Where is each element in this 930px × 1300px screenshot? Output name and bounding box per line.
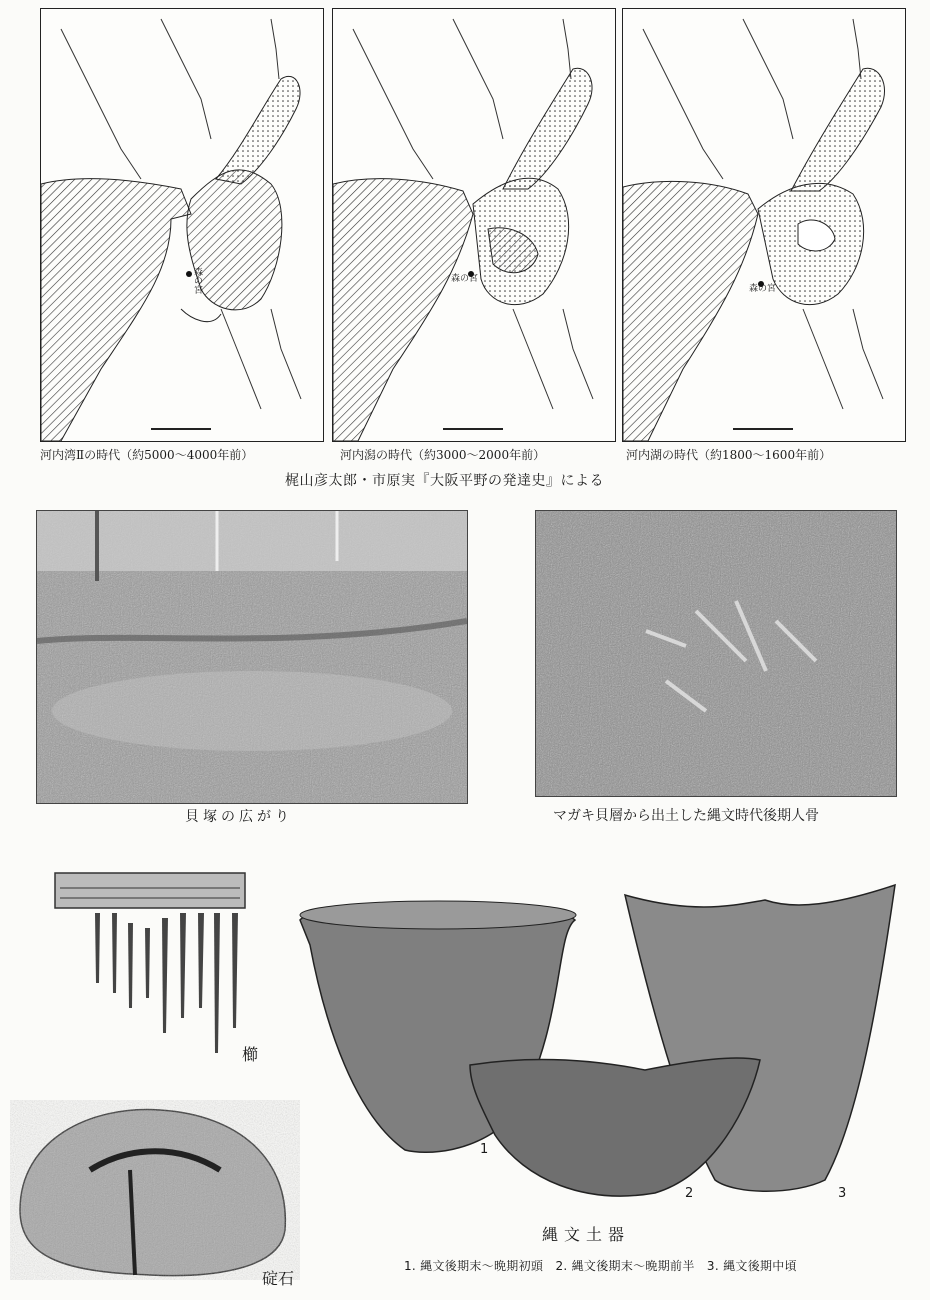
comb-illustration [50, 868, 250, 1058]
pot-number-1: 1 [480, 1142, 489, 1157]
map-kawachi-lagoon [332, 8, 616, 442]
map-kawachi-bay-drawing [41, 9, 323, 441]
map-caption-lagoon: 河内潟の時代（約3000～2000年前） [340, 448, 546, 462]
pottery-title: 縄文土器 [542, 1225, 631, 1244]
map-caption-lake: 河内湖の時代（約1800～1600年前） [626, 448, 832, 462]
comb-drawing [50, 868, 250, 1058]
comb-label: 櫛 [242, 1045, 259, 1064]
anchor-stone-illustration [10, 1100, 300, 1280]
map-place-label: 森の宮 [749, 284, 777, 294]
map-place-label: 森の宮 [451, 274, 479, 284]
pottery-notes: 1. 縄文後期末～晩期初頭 2. 縄文後期末～晩期前半 3. 縄文後期中頃 [404, 1259, 797, 1273]
pot-number-3: 3 [838, 1186, 847, 1201]
shell-mound-photo [36, 510, 468, 804]
anchor-stone-drawing [10, 1100, 300, 1280]
human-bones-image [536, 511, 896, 796]
anchor-stone-label: 碇石 [262, 1269, 295, 1288]
shell-mound-image [37, 511, 467, 803]
map-kawachi-lagoon-drawing [333, 9, 615, 441]
map-caption-bay: 河内湾Ⅱの時代（約5000～4000年前） [40, 448, 254, 462]
human-bones-photo [535, 510, 897, 797]
pottery-drawing [295, 875, 905, 1215]
map-source-credit: 梶山彦太郎・市原実『大阪平野の発達史』による [285, 473, 604, 489]
pot-number-2: 2 [685, 1186, 694, 1201]
map-kawachi-lake [622, 8, 906, 442]
human-bones-caption: マガキ貝層から出土した縄文時代後期人骨 [553, 808, 819, 824]
map-kawachi-lake-drawing [623, 9, 905, 441]
map-place-label: 森の宮 [192, 267, 202, 294]
pottery-illustration [295, 875, 905, 1215]
shell-mound-caption: 貝塚の広がり [185, 809, 293, 825]
map-kawachi-bay [40, 8, 324, 442]
